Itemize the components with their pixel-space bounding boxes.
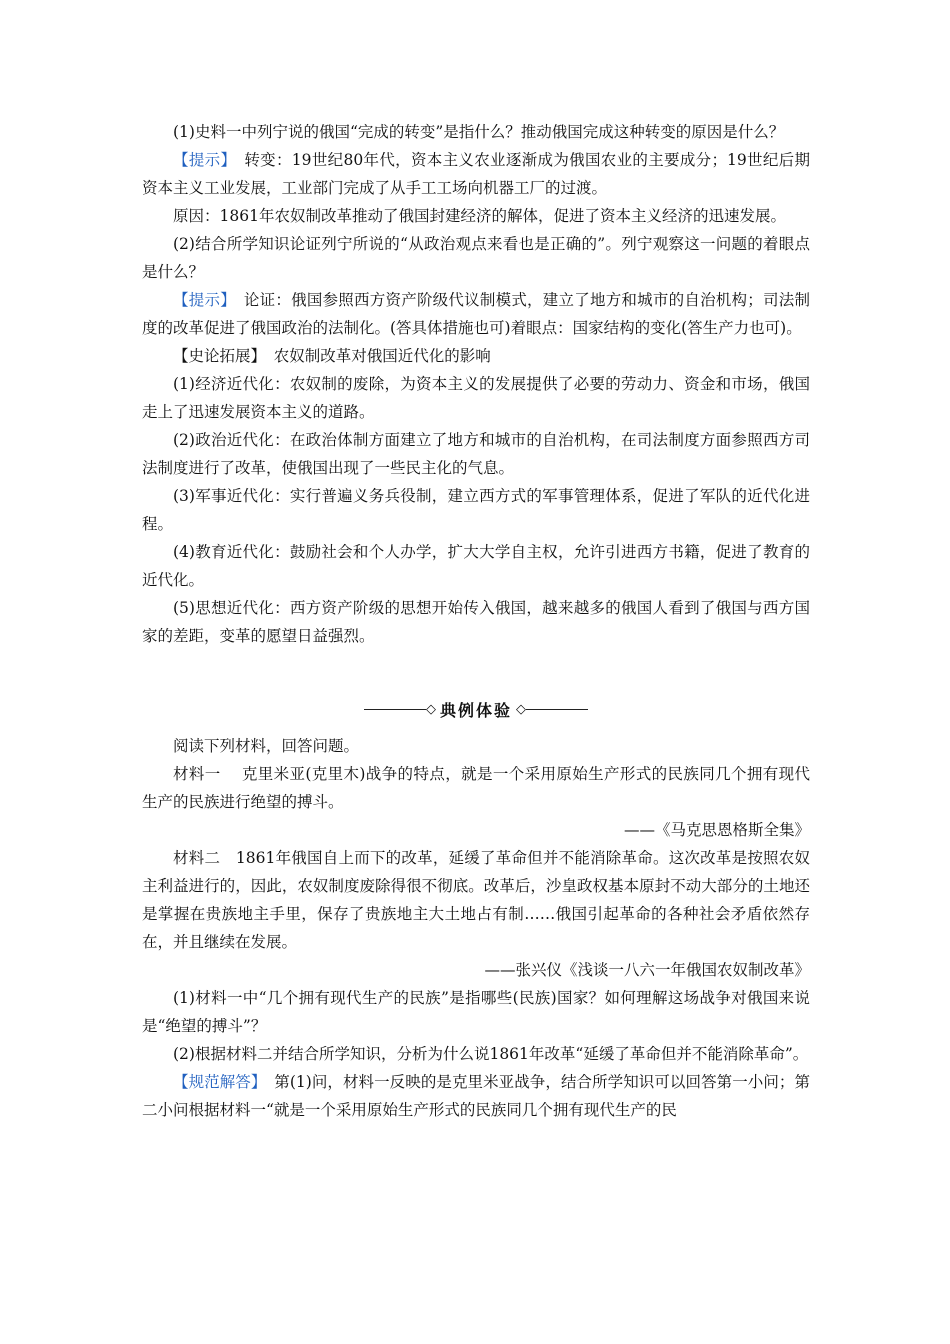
question-1: (1)史料一中列宁说的俄国“完成的转变”是指什么？推动俄国完成这种转变的原因是什么？ (173, 123, 785, 141)
extension-item: (4)教育近代化：鼓励社会和个人办学，扩大大学自主权，允许引进西方书籍，促进了教育的近代化。 (142, 543, 810, 589)
example-question-2: (2)根据材料二并结合所学知识，分析为什么说1861年改革“延缓了革命但并不能消除革命”。 (173, 1045, 809, 1063)
question-2: (2)结合所学知识论证列宁所说的“从政治观点来看也是正确的”。列宁观察这一问题的着眼点是什么？ (142, 235, 810, 281)
hint-2 (142, 286, 810, 342)
answer-paragraph (142, 1068, 810, 1124)
extension-heading: 【史论拓展】 农奴制改革对俄国近代化的影响 (173, 347, 491, 365)
hint-text: 转变：19世纪80年代，资本主义农业逐渐成为俄国农业的主要成分；19世纪后期资本主义工业发展，工业部门完成了从手工工场向机器工厂的过渡。 (142, 151, 810, 197)
diamond-icon: ◇ (516, 701, 526, 717)
hint-1 (142, 146, 810, 202)
reason-paragraph: 原因：1861年农奴制改革推动了俄国封建经济的解体，促进了资本主义经济的迅速发展。 (173, 207, 786, 225)
hint-label: 【提示】 (173, 291, 229, 309)
divider-line-left (364, 709, 426, 710)
extension-item: (2)政治近代化：在政治体制方面建立了地方和城市的自治机构，在司法制度方面参照西方司法制度进行了改革，使俄国出现了一些民主化的气息。 (142, 431, 810, 477)
hint-text: 论证：俄国参照西方资产阶级代议制模式，建立了地方和城市的自治机构；司法制度的改革促进了俄国政治的法制化。(答具体措施也可)着眼点：国家结构的变化(答生产力也可)。 (142, 291, 810, 337)
document-page (142, 118, 810, 1124)
example-question-1: (1)材料一中“几个拥有现代生产的民族”是指哪些(民族)国家？如何理解这场战争对俄国来说是“绝望的搏斗”？ (142, 989, 810, 1035)
divider-line-right (526, 709, 588, 710)
extension-item: (1)经济近代化：农奴制的废除，为资本主义的发展提供了必要的劳动力、资金和市场，俄国走上了迅速发展资本主义的道路。 (142, 375, 810, 421)
hint-label: 【提示】 (173, 151, 229, 169)
section-title: 典例体验 (439, 700, 512, 720)
material-2-source: ——张兴仪《浅谈一八六一年俄国农奴制改革》 (484, 961, 810, 979)
material-1-source: ——《马克思恩格斯全集》 (623, 821, 810, 839)
material-1: 材料一 克里米亚(克里木)战争的特点，就是一个采用原始生产形式的民族同几个拥有现代生产的民族进行绝望的搏斗。 (142, 765, 810, 811)
extension-item: (5)思想近代化：西方资产阶级的思想开始传入俄国，越来越多的俄国人看到了俄国与西方国家的差距，变革的愿望日益强烈。 (142, 599, 810, 645)
section-divider (142, 694, 810, 724)
answer-label: 【规范解答】 (173, 1073, 259, 1091)
extension-item: (3)军事近代化：实行普遍义务兵役制，建立西方式的军事管理体系，促进了军队的近代化进程。 (142, 487, 810, 533)
answer-text: 第(1)问，材料一反映的是克里米亚战争，结合所学知识可以回答第一小问；第二小问根据材料一“就是一个采用原始生产形式的民族同几个拥有现代生产的民 (142, 1073, 810, 1119)
example-intro: 阅读下列材料，回答问题。 (173, 737, 360, 755)
material-2: 材料二 1861年俄国自上而下的改革，延缓了革命但并不能消除革命。这次改革是按照农奴主利益进行的，因此，农奴制度废除得很不彻底。改革后，沙皇政权基本原封不动大部分的土地还是掌握在贵族地主手里，保存了贵族地主大土地占有制……俄国引起革命的各种社会矛盾依然存在，并且继续在发展。 (142, 849, 810, 951)
diamond-icon: ◇ (425, 701, 436, 717)
